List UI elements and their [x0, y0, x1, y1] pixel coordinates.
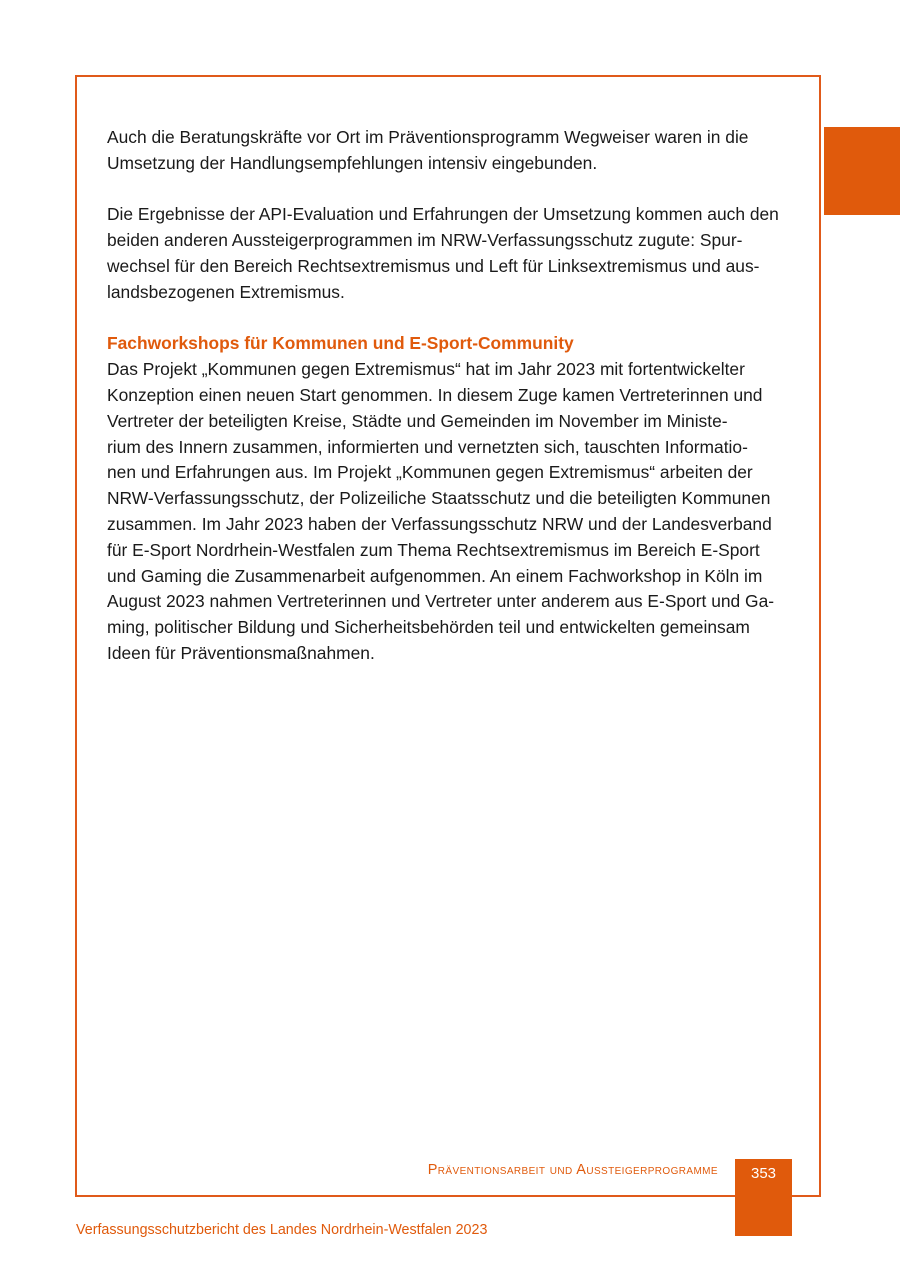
- text-line: ming, politischer Bildung und Sicherheitsbehörden teil und entwickelten gemeinsam: [107, 617, 750, 638]
- text-line: rium des Innern zusammen, informierten und vernetzten sich, tauschten Informatio-: [107, 436, 748, 457]
- text-line: Konzeption einen neuen Start genommen. In diesem Zuge kamen Vertreterinnen und: [107, 384, 763, 405]
- page-number-box: [735, 1159, 792, 1236]
- text-line: nen und Erfahrungen aus. Im Projekt „Kommunen gegen Extremismus“ arbeiten der: [107, 462, 753, 483]
- text-line: Das Projekt „Kommunen gegen Extremismus“ hat im Jahr 2023 mit fortentwickelter: [107, 359, 745, 380]
- text-line: zusammen. Im Jahr 2023 haben der Verfassungsschutz NRW und der Landesverband: [107, 513, 772, 534]
- text-line: August 2023 nahmen Vertreterinnen und Vertreter unter anderem aus E-Sport und Ga-: [107, 591, 775, 612]
- chapter-running-footer: Präventionsarbeit und Aussteigerprogramme: [427, 1162, 718, 1178]
- text-line: Vertreter der beteiligten Kreise, Städte und Gemeinden im November im Ministe-: [107, 410, 728, 431]
- text-line: und Gaming die Zusammenarbeit aufgenommen. An einem Fachworkshop in Köln im: [107, 565, 763, 586]
- text-line: wechsel für den Bereich Rechtsextremismus und Left für Linksextremismus und aus-: [107, 255, 760, 276]
- text-line: Umsetzung der Handlungsempfehlungen intensiv eingebunden.: [107, 152, 598, 173]
- text-line: Auch die Beratungskräfte vor Ort im Präventionsprogramm Wegweiser waren in die: [107, 127, 749, 147]
- text-line: landsbezogenen Extremismus.: [107, 281, 345, 302]
- text-line: NRW-Verfassungsschutz, der Polizeiliche Staatsschutz und die beteiligten Kommunen: [107, 488, 771, 509]
- section-heading: Fachworkshops für Kommunen und E-Sport-Community: [107, 333, 574, 354]
- section-fachworkshops: [107, 331, 797, 666]
- text-line: Ideen für Präventionsmaßnahmen.: [107, 642, 375, 663]
- text-line: für E-Sport Nordrhein-Westfalen zum Thema Rechtsextremismus im Bereich E-Sport: [107, 539, 760, 560]
- chapter-side-tab: [824, 127, 900, 215]
- publication-caption: Verfassungsschutzbericht des Landes Nordrhein-Westfalen 2023: [76, 1222, 488, 1238]
- main-content: [107, 125, 797, 693]
- text-line: beiden anderen Aussteigerprogrammen im NRW-Verfassungsschutz zugute: Spur-: [107, 230, 743, 251]
- page-number: 353: [750, 1165, 777, 1182]
- text-line: Die Ergebnisse der API-Evaluation und Erfahrungen der Umsetzung kommen auch den: [107, 204, 779, 225]
- paragraph-wegweiser: [107, 125, 797, 177]
- paragraph-api-evaluation: [107, 202, 797, 305]
